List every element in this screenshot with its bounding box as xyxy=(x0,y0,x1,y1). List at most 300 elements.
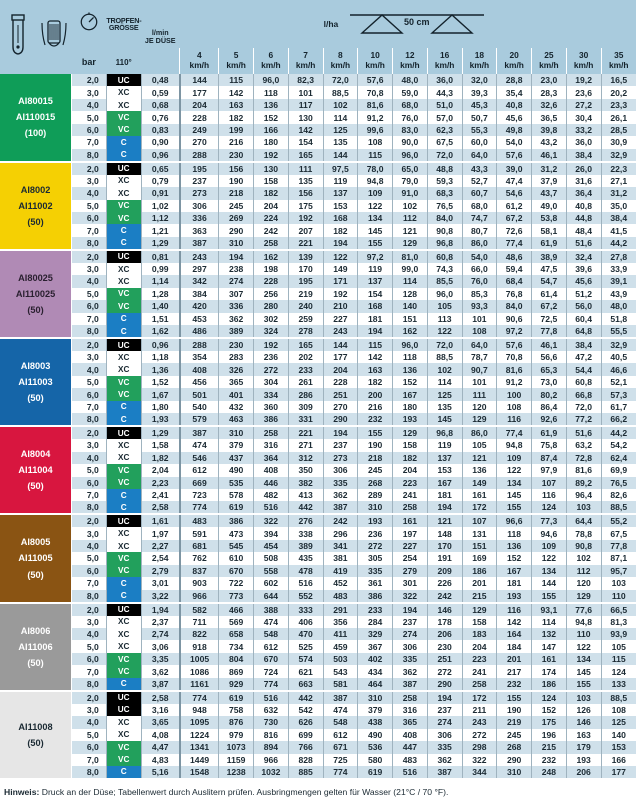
lmin-per-nozzle-cell: 2,58 xyxy=(141,501,180,514)
lha-cell-speed-10: 536 xyxy=(358,741,393,753)
lha-cell-speed-5: 269 xyxy=(219,212,254,224)
lha-cell-speed-6: 136 xyxy=(254,99,289,111)
lha-cell-speed-4: 837 xyxy=(180,565,219,577)
lha-cell-speed-16: 274 xyxy=(427,716,462,728)
lha-cell-speed-18: 172 xyxy=(462,501,497,514)
speed-col-6 xyxy=(393,48,428,74)
lha-cell-speed-5: 283 xyxy=(219,351,254,363)
lha-cell-speed-5: 163 xyxy=(219,99,254,111)
lha-cell-speed-7: 663 xyxy=(288,678,323,691)
lha-cell-speed-16: 148 xyxy=(427,527,462,539)
pressure-bar-cell: 8,0 xyxy=(72,590,107,603)
speed-unit: km/h xyxy=(434,59,455,70)
lha-cell-speed-4: 306 xyxy=(180,200,219,212)
footer-note-text: Druck an der Düse; Tabellenwert durch Auslitern prüfen. Ausbringmengen gelten für Wasser (21°C / 70 °F). xyxy=(39,786,449,797)
lha-cell-speed-10: 379 xyxy=(358,704,393,716)
lha-cell-speed-16: 146 xyxy=(427,603,462,616)
lha-cell-speed-25: 152 xyxy=(532,704,567,716)
lha-cell-speed-16: 96,8 xyxy=(427,237,462,250)
table-row xyxy=(0,187,636,199)
lha-cell-speed-4: 1548 xyxy=(180,766,219,779)
lha-cell-speed-10: 218 xyxy=(358,452,393,464)
lha-cell-speed-7: 621 xyxy=(288,665,323,677)
lha-cell-speed-4: 237 xyxy=(180,175,219,187)
table-row xyxy=(0,577,636,589)
lha-cell-speed-10: 91,2 xyxy=(358,111,393,123)
pressure-bar-cell: 4,0 xyxy=(72,452,107,464)
pressure-bar-cell: 3,0 xyxy=(72,351,107,363)
lha-cell-speed-12: 322 xyxy=(393,590,428,603)
lha-cell-speed-35: 88,5 xyxy=(601,691,636,704)
lha-cell-speed-10: 245 xyxy=(358,464,393,476)
speed-value: 35 xyxy=(614,50,624,61)
lha-cell-speed-8: 192 xyxy=(323,288,358,300)
lha-cell-speed-5: 1073 xyxy=(219,741,254,753)
lmin-per-nozzle-cell: 2,41 xyxy=(141,489,180,501)
droplet-size-cell: UC xyxy=(106,426,141,439)
table-row xyxy=(0,136,636,148)
lha-cell-speed-7: 766 xyxy=(288,741,323,753)
lha-cell-speed-16: 335 xyxy=(427,741,462,753)
lha-cell-speed-10: 464 xyxy=(358,678,393,691)
lha-cell-speed-20: 118 xyxy=(497,527,532,539)
lha-cell-speed-10: 182 xyxy=(358,376,393,388)
lha-cell-speed-20: 68,4 xyxy=(497,275,532,287)
pressure-bar-cell: 5,0 xyxy=(72,464,107,476)
lha-cell-speed-8: 306 xyxy=(323,464,358,476)
nozzle-family-label xyxy=(0,250,72,338)
lha-cell-speed-16: 60,8 xyxy=(427,250,462,263)
table-row xyxy=(0,729,636,741)
lha-cell-speed-6: 774 xyxy=(254,678,289,691)
lha-cell-speed-18: 50,7 xyxy=(462,111,497,123)
droplet-size-cell: VC xyxy=(106,111,141,123)
table-row xyxy=(0,426,636,439)
lha-cell-speed-30: 77,6 xyxy=(566,603,601,616)
speed-value: 5 xyxy=(233,50,239,61)
lha-cell-speed-4: 144 xyxy=(180,74,219,86)
lha-cell-speed-25: 92,6 xyxy=(532,413,567,426)
lha-cell-speed-6: 242 xyxy=(254,224,289,236)
lha-cell-speed-30: 47,2 xyxy=(566,351,601,363)
lha-cell-speed-8: 177 xyxy=(323,351,358,363)
lha-cell-speed-20: 268 xyxy=(497,741,532,753)
lha-cell-speed-12: 301 xyxy=(393,577,428,589)
lha-cell-speed-20: 90,6 xyxy=(497,313,532,325)
lha-cell-speed-12: 223 xyxy=(393,477,428,489)
lha-cell-speed-8: 119 xyxy=(323,175,358,187)
lha-cell-speed-35: 57,3 xyxy=(601,388,636,400)
bar-label: bar xyxy=(81,57,96,67)
lha-cell-speed-4: 336 xyxy=(180,212,219,224)
lmin-per-nozzle-cell: 2,37 xyxy=(141,616,180,628)
lha-cell-speed-8: 774 xyxy=(323,766,358,779)
lha-cell-speed-10: 145 xyxy=(358,224,393,236)
lha-cell-speed-6: 198 xyxy=(254,263,289,275)
lha-cell-speed-5: 535 xyxy=(219,477,254,489)
lha-cell-speed-12: 121 xyxy=(393,224,428,236)
lha-cell-speed-18: 149 xyxy=(462,477,497,489)
lha-cell-speed-7: 202 xyxy=(288,351,323,363)
lha-cell-speed-4: 273 xyxy=(180,187,219,199)
droplet-size-cell: XC xyxy=(106,351,141,363)
droplet-size-cell: XC xyxy=(106,439,141,451)
lha-cell-speed-16: 194 xyxy=(427,501,462,514)
lha-cell-speed-16: 48,8 xyxy=(427,162,462,175)
lha-cell-speed-25: 132 xyxy=(532,628,567,640)
lha-cell-speed-4: 774 xyxy=(180,691,219,704)
speed-value: 4 xyxy=(196,50,202,61)
table-row xyxy=(0,628,636,640)
lmin-per-nozzle-cell: 1,67 xyxy=(141,388,180,400)
lha-cell-speed-10: 99,6 xyxy=(358,124,393,136)
lha-cell-speed-18: 151 xyxy=(462,540,497,552)
lha-cell-speed-30: 134 xyxy=(566,653,601,665)
lha-cell-speed-25: 124 xyxy=(532,501,567,514)
lha-cell-speed-7: 350 xyxy=(288,464,323,476)
pressure-bar-cell: 8,0 xyxy=(72,237,107,250)
lha-cell-speed-20: 84,0 xyxy=(497,300,532,312)
lha-cell-speed-16: 88,5 xyxy=(427,351,462,363)
lha-cell-speed-18: 169 xyxy=(462,552,497,564)
lha-cell-speed-16: 96,8 xyxy=(427,426,462,439)
lha-cell-speed-7: 101 xyxy=(288,86,323,98)
lha-cell-speed-35: 28,5 xyxy=(601,124,636,136)
pressure-bar-cell: 6,0 xyxy=(72,300,107,312)
lha-cell-speed-30: 63,2 xyxy=(566,439,601,451)
lha-cell-speed-35: 32,9 xyxy=(601,338,636,351)
lha-cell-speed-35: 55,2 xyxy=(601,514,636,527)
lha-cell-speed-20: 155 xyxy=(497,501,532,514)
lha-cell-speed-12: 65,0 xyxy=(393,162,428,175)
table-row xyxy=(0,288,636,300)
lha-cell-speed-6: 204 xyxy=(254,200,289,212)
lha-cell-speed-7: 338 xyxy=(288,527,323,539)
lha-cell-speed-20: 96,6 xyxy=(497,514,532,527)
lha-cell-speed-25: 36,5 xyxy=(532,111,567,123)
lha-cell-speed-30: 102 xyxy=(566,552,601,564)
droplet-size-cell: XC xyxy=(106,86,141,98)
table-row xyxy=(0,452,636,464)
lha-cell-speed-4: 177 xyxy=(180,86,219,98)
lha-cell-speed-4: 1095 xyxy=(180,716,219,728)
droplet-size-cell: VC xyxy=(106,552,141,564)
speed-value: 12 xyxy=(405,50,415,61)
lha-cell-speed-8: 242 xyxy=(323,514,358,527)
pressure-bar-cell: 2,0 xyxy=(72,162,107,175)
lha-cell-speed-18: 105 xyxy=(462,439,497,451)
lha-cell-speed-6: 258 xyxy=(254,426,289,439)
lha-spacing-header xyxy=(180,0,636,48)
lha-cell-speed-20: 100 xyxy=(497,388,532,400)
lha-cell-speed-35: 31,2 xyxy=(601,187,636,199)
lha-cell-speed-30: 38,4 xyxy=(566,149,601,162)
lmin-per-nozzle-cell: 2,58 xyxy=(141,691,180,704)
lha-cell-speed-4: 579 xyxy=(180,413,219,426)
droplet-size-cell: VC xyxy=(106,565,141,577)
lha-cell-speed-25: 109 xyxy=(532,540,567,552)
pressure-bar-cell: 8,0 xyxy=(72,325,107,338)
table-row xyxy=(0,501,636,514)
speed-value: 30 xyxy=(578,50,589,61)
lha-cell-speed-12: 193 xyxy=(393,413,428,426)
lha-cell-speed-7: 333 xyxy=(288,603,323,616)
lmin-per-nozzle-cell: 3,22 xyxy=(141,590,180,603)
pressure-bar-cell: 7,0 xyxy=(72,577,107,589)
lha-cell-speed-5: 389 xyxy=(219,325,254,338)
lha-cell-speed-35: 108 xyxy=(601,704,636,716)
lha-cell-speed-8: 243 xyxy=(323,325,358,338)
lha-cell-speed-10: 386 xyxy=(358,590,393,603)
lha-cell-speed-7: 261 xyxy=(288,376,323,388)
lha-cell-speed-20: 245 xyxy=(497,729,532,741)
lha-cell-speed-30: 44,8 xyxy=(566,212,601,224)
lmin-per-nozzle-cell: 1,21 xyxy=(141,224,180,236)
lha-cell-speed-35: 77,8 xyxy=(601,540,636,552)
lha-cell-speed-16: 62,3 xyxy=(427,124,462,136)
lha-cell-speed-5: 238 xyxy=(219,263,254,275)
lha-cell-speed-30: 64,8 xyxy=(566,325,601,338)
lha-cell-speed-8: 194 xyxy=(323,237,358,250)
lha-cell-speed-35: 82,6 xyxy=(601,489,636,501)
lha-cell-speed-10: 233 xyxy=(358,603,393,616)
droplet-size-cell: UC xyxy=(106,691,141,704)
lha-cell-speed-30: 89,2 xyxy=(566,477,601,489)
lha-cell-speed-16: 90,8 xyxy=(427,224,462,236)
lha-cell-speed-16: 72,0 xyxy=(427,149,462,162)
droplet-size-cell: C xyxy=(106,149,141,162)
lha-cell-speed-25: 67,2 xyxy=(532,300,567,312)
lha-cell-speed-35: 52,1 xyxy=(601,376,636,388)
lha-cell-speed-7: 195 xyxy=(288,275,323,287)
lha-cell-speed-25: 116 xyxy=(532,489,567,501)
lha-cell-speed-20: 40,8 xyxy=(497,99,532,111)
lha-cell-speed-25: 32,6 xyxy=(532,99,567,111)
lha-cell-speed-35: 87,1 xyxy=(601,552,636,564)
lha-cell-speed-4: 243 xyxy=(180,250,219,263)
table-row xyxy=(0,250,636,263)
lha-cell-speed-5: 326 xyxy=(219,363,254,375)
lha-cell-speed-16: 194 xyxy=(427,691,462,704)
pressure-bar-cell: 5,0 xyxy=(72,552,107,564)
lha-cell-speed-10: 402 xyxy=(358,653,393,665)
lha-cell-speed-4: 288 xyxy=(180,338,219,351)
lha-cell-speed-7: 259 xyxy=(288,313,323,325)
nozzle-family-label-line: AI8004 xyxy=(20,449,51,460)
lha-cell-speed-35: 76,5 xyxy=(601,477,636,489)
lha-cell-speed-12: 279 xyxy=(393,565,428,577)
nozzle-family-label-line: AI11005 xyxy=(18,553,53,564)
lha-cell-speed-4: 681 xyxy=(180,540,219,552)
lha-cell-speed-20: 109 xyxy=(497,452,532,464)
lha-cell-speed-12: 182 xyxy=(393,452,428,464)
pressure-bar-cell: 4,0 xyxy=(72,540,107,552)
pressure-bar-cell: 3,0 xyxy=(72,527,107,539)
lha-cell-speed-5: 466 xyxy=(219,603,254,616)
lha-cell-speed-6: 446 xyxy=(254,477,289,489)
lha-cell-speed-7: 389 xyxy=(288,540,323,552)
droplet-size-cell: UC xyxy=(106,338,141,351)
lha-cell-speed-10: 109 xyxy=(358,187,393,199)
droplet-size-cell: UC xyxy=(106,162,141,175)
speed-unit: km/h xyxy=(189,59,210,70)
lmin-per-nozzle-cell: 2,27 xyxy=(141,540,180,552)
lha-cell-speed-30: 48,4 xyxy=(566,224,601,236)
lha-cell-speed-16: 119 xyxy=(427,439,462,451)
lha-cell-speed-6: 516 xyxy=(254,501,289,514)
lha-cell-speed-20: 167 xyxy=(497,565,532,577)
lha-cell-speed-5: 473 xyxy=(219,527,254,539)
nozzle-family-label-line: AI110015 xyxy=(15,112,56,123)
lha-cell-speed-10: 108 xyxy=(358,136,393,148)
lha-cell-speed-20: 81,6 xyxy=(497,363,532,375)
lha-cell-speed-8: 228 xyxy=(323,376,358,388)
lmin-per-nozzle-cell: 0,91 xyxy=(141,187,180,199)
footer-note xyxy=(0,780,636,797)
lha-cell-speed-30: 146 xyxy=(566,716,601,728)
lha-cell-speed-10: 310 xyxy=(358,691,393,704)
svg-text:50 cm: 50 cm xyxy=(404,17,430,27)
lha-cell-speed-10: 284 xyxy=(358,616,393,628)
speed-col-7 xyxy=(427,48,462,74)
nozzle-family-label-line: (50) xyxy=(27,216,44,227)
pressure-bar-cell: 2,0 xyxy=(72,603,107,616)
pressure-bar-cell: 4,0 xyxy=(72,275,107,287)
lha-cell-speed-6: 256 xyxy=(254,288,289,300)
lmin-per-nozzle-cell: 2,04 xyxy=(141,464,180,476)
lha-cell-speed-5: 1238 xyxy=(219,766,254,779)
lha-cell-speed-5: 758 xyxy=(219,704,254,716)
lha-cell-speed-30: 30,4 xyxy=(566,111,601,123)
lha-cell-speed-4: 966 xyxy=(180,590,219,603)
table-row xyxy=(0,527,636,539)
lha-cell-speed-12: 81,0 xyxy=(393,250,428,263)
lha-cell-speed-25: 31,2 xyxy=(532,162,567,175)
lha-cell-speed-7: 207 xyxy=(288,224,323,236)
lha-label: l/ha xyxy=(323,19,339,29)
lha-cell-speed-30: 54,4 xyxy=(566,363,601,375)
lha-cell-speed-10: 81,6 xyxy=(358,99,393,111)
table-row xyxy=(0,678,636,691)
lha-cell-speed-16: 84,0 xyxy=(427,212,462,224)
lha-cell-speed-16: 191 xyxy=(427,552,462,564)
lha-cell-speed-10: 137 xyxy=(358,275,393,287)
lha-cell-speed-7: 117 xyxy=(288,99,323,111)
lha-cell-speed-20: 290 xyxy=(497,754,532,766)
lha-cell-speed-18: 107 xyxy=(462,514,497,527)
speed-unit: km/h xyxy=(504,59,524,70)
lha-cell-speed-8: 144 xyxy=(323,149,358,162)
speed-unit: km/h xyxy=(400,59,420,70)
lha-cell-speed-10: 329 xyxy=(358,628,393,640)
lha-cell-speed-12: 335 xyxy=(393,653,428,665)
table-row xyxy=(0,111,636,123)
nozzle-family-label-line: AI80025 xyxy=(18,272,53,283)
lha-cell-speed-7: 233 xyxy=(288,363,323,375)
lha-cell-speed-4: 270 xyxy=(180,136,219,148)
lha-cell-speed-18: 322 xyxy=(462,754,497,766)
pressure-bar-cell: 8,0 xyxy=(72,678,107,691)
lha-cell-speed-18: 60,7 xyxy=(462,187,497,199)
table-row xyxy=(0,540,636,552)
table-row xyxy=(0,766,636,779)
lha-cell-speed-10: 168 xyxy=(358,300,393,312)
droplet-size-cell: XC xyxy=(106,716,141,728)
lha-cell-speed-35: 41,5 xyxy=(601,224,636,236)
lha-cell-speed-35: 39,1 xyxy=(601,275,636,287)
nozzle-family-label-line: (50) xyxy=(27,737,44,748)
lha-cell-speed-8: 612 xyxy=(323,729,358,741)
lha-cell-speed-10: 335 xyxy=(358,565,393,577)
speed-col-11 xyxy=(566,48,601,74)
lha-cell-speed-35: 20,2 xyxy=(601,86,636,98)
nozzle-body-icon xyxy=(0,0,36,74)
lha-cell-speed-16: 121 xyxy=(427,514,462,527)
lha-cell-speed-18: 272 xyxy=(462,729,497,741)
speed-col-12 xyxy=(601,48,636,74)
lha-cell-speed-6: 1032 xyxy=(254,766,289,779)
lha-cell-speed-6: 388 xyxy=(254,603,289,616)
nozzle-family-label-line: AI80015 xyxy=(18,96,53,107)
lha-cell-speed-6: 966 xyxy=(254,754,289,766)
table-row xyxy=(0,99,636,111)
lha-cell-speed-8: 459 xyxy=(323,640,358,652)
lha-cell-speed-5: 182 xyxy=(219,111,254,123)
lha-cell-speed-6: 166 xyxy=(254,124,289,136)
lha-cell-speed-8: 144 xyxy=(323,338,358,351)
table-row xyxy=(0,741,636,753)
lha-cell-speed-12: 112 xyxy=(393,212,428,224)
lha-cell-speed-35: 69,9 xyxy=(601,464,636,476)
lha-cell-speed-18: 131 xyxy=(462,527,497,539)
lha-cell-speed-12: 274 xyxy=(393,628,428,640)
lha-cell-speed-18: 120 xyxy=(462,401,497,413)
lha-cell-speed-18: 32,0 xyxy=(462,74,497,86)
lha-cell-speed-8: 171 xyxy=(323,275,358,287)
lha-cell-speed-25: 53,8 xyxy=(532,212,567,224)
lha-cell-speed-20: 310 xyxy=(497,766,532,779)
lha-cell-speed-6: 602 xyxy=(254,577,289,589)
lha-cell-speed-30: 110 xyxy=(566,628,601,640)
lha-cell-speed-4: 474 xyxy=(180,439,219,451)
lha-cell-speed-20: 134 xyxy=(497,477,532,489)
table-row xyxy=(0,224,636,236)
lha-cell-speed-18: 172 xyxy=(462,691,497,704)
lha-cell-speed-20: 155 xyxy=(497,691,532,704)
nozzle-family-label-line: AI8005 xyxy=(20,537,51,548)
lha-cell-speed-7: 626 xyxy=(288,716,323,728)
lha-cell-speed-20: 219 xyxy=(497,716,532,728)
lmin-per-nozzle-cell: 0,76 xyxy=(141,111,180,123)
speed-unit: km/h xyxy=(573,59,594,70)
droplet-size-cell: UC xyxy=(106,250,141,263)
lha-cell-speed-7: 278 xyxy=(288,325,323,338)
table-row xyxy=(0,640,636,652)
speed-col-10 xyxy=(532,48,567,74)
pressure-bar-cell: 6,0 xyxy=(72,124,107,136)
lha-cell-speed-6: 280 xyxy=(254,300,289,312)
lha-cell-speed-10: 122 xyxy=(358,200,393,212)
lha-cell-speed-10: 94,8 xyxy=(358,175,393,187)
pressure-bar-cell: 5,0 xyxy=(72,111,107,123)
lha-cell-speed-8: 381 xyxy=(323,552,358,564)
lha-cell-speed-12: 167 xyxy=(393,388,428,400)
table-header xyxy=(0,0,636,74)
lha-cell-speed-6: 482 xyxy=(254,489,289,501)
lha-cell-speed-18: 86,0 xyxy=(462,237,497,250)
lha-cell-speed-10: 367 xyxy=(358,640,393,652)
lha-cell-speed-7: 885 xyxy=(288,766,323,779)
